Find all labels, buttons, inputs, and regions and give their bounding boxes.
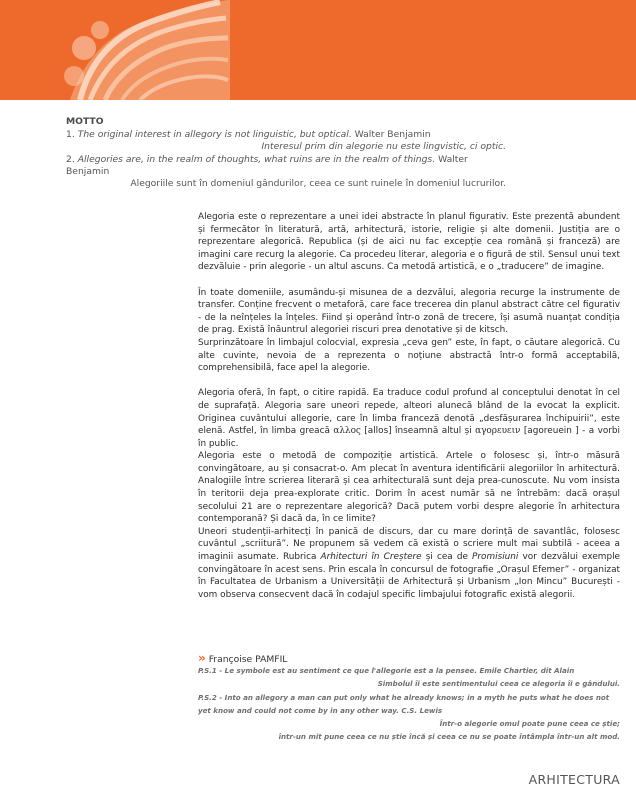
paragraph-3c-part-3: vor dezvălui exemple convingătoare în acest sens. Prin escala în concursul de fotografie „Orașul Efemer” - organizat în Facultatea de Urbanism a Universității de Arhitectură și Urbanism „Ion Mincu” București - vom observa consecvent dacă în codajul specific limbajului fotografic există alegorii. xyxy=(198,552,620,600)
quote-1-translation: Interesul prim din alegorie nu este lingvistic, ci optic. xyxy=(261,141,506,153)
ps-2: P.S.2 - Into an allegory a man can put only what he already knows; in a myth he puts what he does not yet know and could not come by in any other way. C.S. Lewis xyxy=(198,692,610,715)
greek-word-allos: αλλος xyxy=(333,426,361,437)
quote-1-number: 1. xyxy=(66,129,75,141)
paragraph-3a-part-1: Alegoria oferă, în fapt, o citire rapidă. Ea traduce codul profund al conceptului denotat în cel de suprafață. Alegoria sare uneori repede, alteori alunecă blând de la evocat la explicit. Originea cuvântului allegorie, care în limba franceză denotă „desfășurarea închipuirii”, este elenă. Astfel, în limba greacă xyxy=(198,388,620,437)
ps-1: P.S.1 - Le symbole est au sentiment ce que l'allegorie est a la pensee. Emile Chartier, dit Alain xyxy=(198,666,575,675)
paragraph-3a-part-3: [agoreuein ] - a vorbi în public. xyxy=(198,426,621,449)
section-footer-label: ARHITECTURA xyxy=(528,772,620,787)
paragraph-1: Alegoria este o reprezentare a unei idei abstracte în planul figurativ. Este prezentă abundent și fermecător în literatură, artă, arhitectură, istorie, religie și alte domenii. Justiția are o reprezentare alegorică. Republica (și de aici nu fac excepție cea română și franceză) are imagini care recurg la alegorie. Ca procedeu literar, alegoria e o figură de stil. Sensul unui text dezvăluie - prin alegorie - un altul ascuns. Ca metodă artistică, e o „traducere” de imagine. xyxy=(198,212,620,273)
header-banner xyxy=(0,0,636,100)
chevron-right-icon: » xyxy=(198,651,206,665)
motto-quote-1 xyxy=(66,129,506,141)
rubric-arhitecturi-in-crestere: Arhitecturi în Creștere xyxy=(320,552,422,563)
paragraph-2a: În toate domeniile, asumându-și misunea de a dezvălui, alegoria recurge la instrumente de transfer. Conține frecvent o metaforă, care face trecerea din planul abstract către cel figurativ - de la neînțeles la înțeles. Fiind și operând într-o zonă de trecere, își asumă nuanțat condiția de prag. Există înăuntrul alegoriei riscuri prea denotative și de kitsch. xyxy=(198,287,620,336)
paragraph-3c-part-1: Uneori studenții-arhitecți în panică de discurs, dar cu mare dorință de savantlâc, folosesc cuvântul „scriitură”. Ne propunem să vedem că există o scriere mult mai subtilă - aceea a imaginii asumate. Rubrica xyxy=(198,526,620,563)
paragraph-3c-part-2: și cea de xyxy=(421,552,473,563)
paragraph-2b: Surprinzătoare în limbajul colocvial, expresia „ceva gen” este, în fapt, o căutare alegorică. Cu alte cuvinte, nevoia de a reprezenta o noțiune abstractă într-o formă acceptabilă, comprehensibilă, face apel la alegorie. xyxy=(198,337,620,374)
ps-2-translation-line-2: într-un mit pune ceea ce nu știe încă și ceea ce nu se poate întâmpla într-un alt mod. xyxy=(278,732,620,742)
paragraph-3a-part-2: [allos] înseamnă altul și xyxy=(360,426,476,437)
greek-word-agoreuein: αγορευειν xyxy=(475,426,521,437)
paragraph-3c xyxy=(198,526,620,602)
quote-2-author: Walter Benjamin xyxy=(66,153,468,177)
quote-2-number: 2. xyxy=(66,153,75,165)
author-signature xyxy=(198,651,287,665)
article-body xyxy=(198,211,620,601)
motto-heading: MOTTO xyxy=(66,116,104,127)
paragraph-3b: Alegoria este o metodă de compoziție artistică. Artele o folosesc și, într-o măsură convingătoare, au și consacrat-o. Am plecat în aventura identificării alegoriilor în arhitectură. Analogiile între scrierea literară și cea arhitecturală sunt deja prea-cunoscute. Nu vom insista în teritorii deja prea-explorate critic. Dorim în acest număr să ne întrebăm: dacă orașul secolului 21 are o reprezentare alegorică? Dacă putem vorbi despre alegorie în arhitectura contemporană? Și dacă da, în ce limite? xyxy=(198,451,620,525)
author-name: Françoise PAMFIL xyxy=(208,654,288,665)
postscript-block xyxy=(198,664,620,744)
rubric-promisiuni: Promisiuni xyxy=(472,552,519,563)
quote-1-text: The original interest in allegory is not linguistic, but optical. xyxy=(77,129,352,141)
ps-2-translation-line-1: Într-o alegorie omul poate pune ceea ce știe; xyxy=(439,719,620,729)
motto-quote-2 xyxy=(66,154,506,178)
quote-2-translation: Alegoriile sunt în domeniul gândurilor, ceea ce sunt ruinele în domeniul lucrurilor. xyxy=(130,178,506,190)
ps-1-translation: Simbolul îi este sentimentului ceea ce alegoria îi e gândului. xyxy=(377,679,620,689)
quote-1-author: Walter Benjamin xyxy=(354,129,431,141)
paragraph-3a xyxy=(198,387,620,450)
motto-block xyxy=(66,116,506,190)
wing-illustration xyxy=(60,0,230,100)
quote-2-text: Allegories are, in the realm of thoughts, what ruins are in the realm of things. xyxy=(77,153,436,165)
